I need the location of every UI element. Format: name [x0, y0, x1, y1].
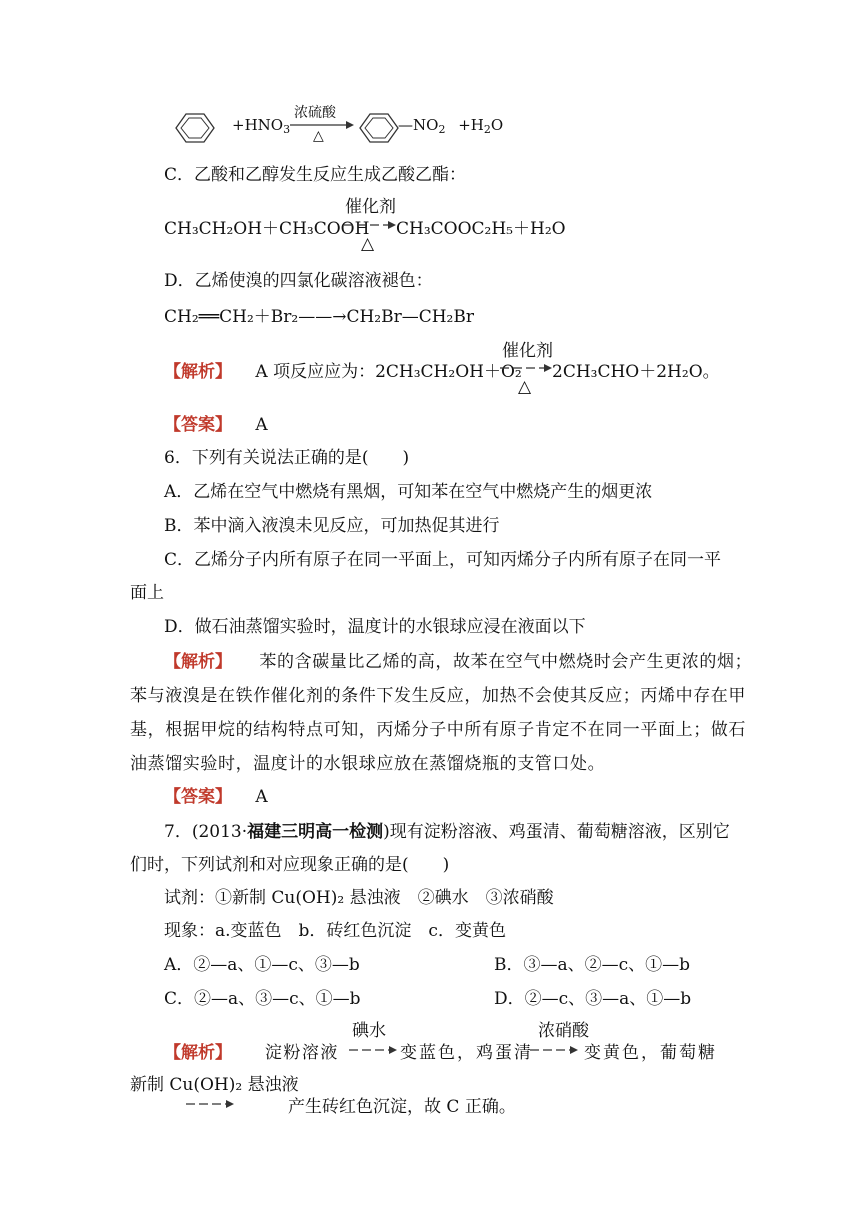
analysis-line-1: 苯的含碳量比乙烯的高，故苯在空气中燃烧时会产生更浓的烟； — [259, 652, 753, 672]
analysis-line-4: 油蒸馏实验时，温度计的水银球应放在蒸馏烧瓶的支管口处。 — [130, 754, 606, 774]
condition-bottom: △ — [313, 128, 324, 144]
q7-option-b: B．③—a、②—c、①—b — [494, 955, 691, 975]
analysis-tag: 【解析】 — [164, 652, 232, 672]
water-text: +H — [458, 116, 484, 134]
answer-tag: 【答案】 — [164, 415, 232, 435]
analysis-text: A 项反应应为：2CH₃CH₂OH＋O₂ — [255, 362, 522, 382]
q6-option-b: B．苯中滴入液溴未见反应，可加热促其进行 — [164, 516, 500, 536]
analysis-line-3: 基，根据甲烷的结构特点可知，丙烯分子中所有原子肯定不在同一平面上；做石 — [130, 720, 746, 740]
arrow-icon — [186, 1099, 234, 1109]
q7-analysis-line-2: 新制 Cu(OH)₂ 悬浊液 — [130, 1075, 299, 1095]
iodine-label: 碘水 — [352, 1021, 386, 1041]
reagents-line: 试剂：①新制 Cu(OH)₂ 悬浊液 ②碘水 ③浓硝酸 — [164, 888, 554, 908]
nitric-acid-label: 浓硝酸 — [538, 1021, 589, 1041]
question-7-stem-cont: 们时，下列试剂和对应现象正确的是( ) — [130, 855, 450, 875]
q7-analysis-text-2: 变蓝色，鸡蛋清 — [400, 1043, 533, 1063]
analysis-tag: 【解析】 — [164, 1043, 232, 1063]
catalyst-label: 催化剂 — [345, 197, 396, 217]
heat-symbol: △ — [361, 234, 375, 254]
option-d-equation: CH₂══CH₂＋Br₂——→CH₂Br—CH₂Br — [164, 307, 474, 327]
q6-option-d: D．做石油蒸馏实验时，温度计的水银球应浸在液面以下 — [164, 617, 586, 637]
heat-symbol: △ — [518, 377, 532, 397]
benzene-ring-icon — [168, 108, 218, 148]
catalyst-label: 催化剂 — [502, 341, 553, 361]
arrow-icon — [344, 220, 396, 230]
option-c-lhs: CH₃CH₂OH＋CH₃COOH — [164, 219, 370, 239]
answer-value: A — [255, 787, 268, 807]
no2-text: —NO — [398, 116, 439, 134]
option-c-rhs: CH₃COOC₂H₅＋H₂O — [396, 219, 566, 239]
q6-option-a: A．乙烯在空气中燃烧有黑烟，可知苯在空气中燃烧产生的烟更浓 — [164, 482, 653, 502]
arrow-icon — [349, 1045, 397, 1055]
q7-option-d: D．②—c、③—a、①—b — [494, 989, 692, 1009]
q6-option-c: C．乙烯分子内所有原子在同一平面上，可知丙烯分子内所有原子在同一平 — [164, 550, 722, 570]
option-c-label: C．乙酸和乙醇发生反应生成乙酸乙酯： — [164, 165, 467, 185]
question-6-stem: 6．下列有关说法正确的是( ) — [164, 448, 410, 468]
q7-analysis-line-1: 【解析】 淀粉溶液 — [164, 1043, 339, 1063]
q7-analysis-text-3: 变黄色，葡萄糖 — [584, 1043, 717, 1063]
phenomena-line: 现象：a.变蓝色 b．砖红色沉淀 c．变黄色 — [164, 921, 506, 941]
q7-option-c: C．②—a、③—c、①—b — [164, 989, 361, 1009]
analysis-tag: 【解析】 — [164, 362, 232, 382]
q7-option-a: A．②—a、①—c、③—b — [164, 955, 360, 975]
hno3-text: +HNO — [232, 116, 284, 134]
analysis-line-2: 苯与液溴是在铁作催化剂的条件下发生反应，加热不会使其反应；丙烯中存在甲 — [130, 686, 746, 706]
answer-tag: 【答案】 — [164, 787, 232, 807]
question-7-stem: 7．(2013·福建三明高一检测)现有淀粉溶液、鸡蛋清、葡萄糖溶液，区别它 — [164, 822, 730, 842]
option-d-label: D．乙烯使溴的四氯化碳溶液褪色： — [164, 271, 433, 291]
analysis-text-post: 2CH₃CHO＋2H₂O。 — [552, 362, 720, 382]
q6-option-c-cont: 面上 — [130, 583, 164, 603]
arrow-icon — [500, 363, 552, 373]
source-label: 福建三明高一检测 — [247, 822, 384, 842]
condition-top: 浓硫酸 — [294, 105, 336, 121]
answer-value: A — [255, 415, 268, 435]
arrow-icon — [530, 1045, 578, 1055]
q7-analysis-line-3: 产生砖红色沉淀，故 C 正确。 — [288, 1097, 516, 1117]
